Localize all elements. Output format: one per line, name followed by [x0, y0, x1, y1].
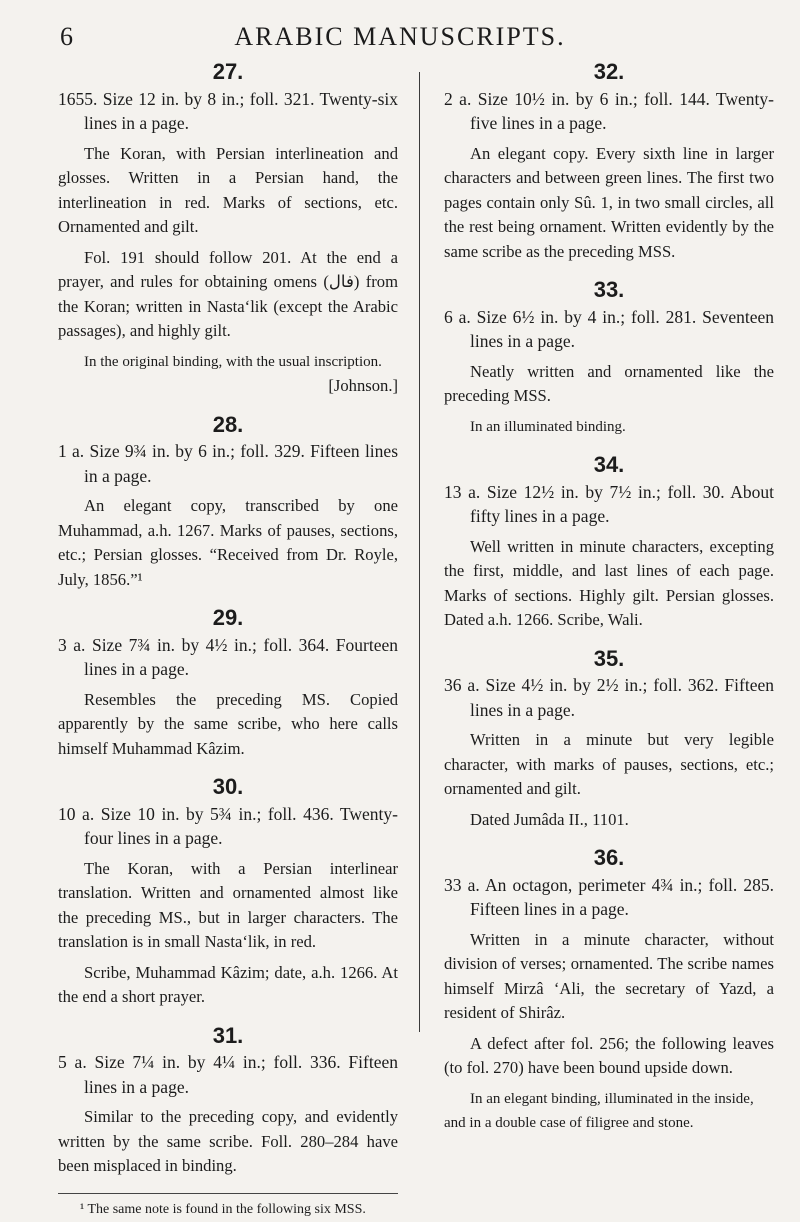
entry-number: 30. [58, 775, 398, 800]
page-header [0, 22, 800, 56]
binding-note: In an illuminated binding. [444, 415, 774, 440]
entry-29 [58, 606, 398, 761]
right-column [444, 60, 774, 1150]
entry-31 [58, 1024, 398, 1179]
entry-description: Written in a minute but very legible character, with marks of pauses, sections, etc.; ornamented and gilt. [444, 728, 774, 802]
entry-30 [58, 775, 398, 1010]
column-divider [419, 72, 420, 1032]
entry-number: 29. [58, 606, 398, 631]
entry-number: 36. [444, 846, 774, 871]
entry-heading: 5 a. Size 7¼ in. by 4¼ in.; foll. 336. Fifteen lines in a page. [58, 1050, 398, 1099]
footnote-rule [58, 1193, 398, 1194]
entry-heading: 10 a. Size 10 in. by 5¾ in.; foll. 436. Twenty-four lines in a page. [58, 802, 398, 851]
binding-note: In an elegant binding, illuminated in the inside, and in a double case of filigree and stone. [444, 1087, 774, 1136]
entry-36 [444, 846, 774, 1136]
entry-34 [444, 453, 774, 633]
entry-number: 27. [58, 60, 398, 85]
entry-description: Written in a minute character, without division of verses; ornamented. The scribe names himself Mirzâ ‘Ali, the secretary of Yazd, a resident of Shirâz. [444, 928, 774, 1026]
footnote: ¹ The same note is found in the following six MSS. [58, 1198, 398, 1222]
binding-note: In the original binding, with the usual inscription. [58, 350, 398, 375]
source-ref: [Johnson.] [58, 374, 398, 399]
entry-35 [444, 647, 774, 833]
entry-description: Similar to the preceding copy, and evidently written by the same scribe. Foll. 280–284 have been misplaced in binding. [58, 1105, 398, 1179]
entry-description: An elegant copy, transcribed by one Muhammad, a.h. 1267. Marks of pauses, sections, etc.; Persian glosses. “Received from Dr. Royle, July, 1856.”¹ [58, 494, 398, 592]
entry-number: 33. [444, 278, 774, 303]
entry-description: Resembles the preceding MS. Copied apparently by the same scribe, who here calls himself Muhammad Kâzim. [58, 688, 398, 762]
entry-heading: 36 a. Size 4½ in. by 2½ in.; foll. 362. Fifteen lines in a page. [444, 673, 774, 722]
entry-heading: 33 a. An octagon, perimeter 4¾ in.; foll. 285. Fifteen lines in a page. [444, 873, 774, 922]
entry-28 [58, 413, 398, 593]
left-column [58, 60, 398, 1222]
entry-description: The Koran, with Persian interlineation and glosses. Written in a Persian hand, the interlineation in red. Marks of sections, etc. Ornamented and gilt. [58, 142, 398, 240]
entry-number: 31. [58, 1024, 398, 1049]
entry-32 [444, 60, 774, 264]
entry-number: 35. [444, 647, 774, 672]
entry-description: Well written in minute characters, excepting the first, middle, and last lines of each page. Marks of sections. Highly gilt. Persian glosses. Dated a.h. 1266. Scribe, Wali. [444, 535, 774, 633]
entry-number: 32. [444, 60, 774, 85]
entry-number: 34. [444, 453, 774, 478]
entry-description: Scribe, Muhammad Kâzim; date, a.h. 1266. At the end a short prayer. [58, 961, 398, 1010]
entry-heading: 1 a. Size 9¾ in. by 6 in.; foll. 329. Fifteen lines in a page. [58, 439, 398, 488]
entry-heading: 6 a. Size 6½ in. by 4 in.; foll. 281. Seventeen lines in a page. [444, 305, 774, 354]
entry-heading: 2 a. Size 10½ in. by 6 in.; foll. 144. Twenty-five lines in a page. [444, 87, 774, 136]
entry-number: 28. [58, 413, 398, 438]
entry-33 [444, 278, 774, 439]
entry-description: The Koran, with a Persian interlinear translation. Written and ornamented almost like the preceding MS., but in larger characters. The translation is in small Nasta‘lik, in red. [58, 857, 398, 955]
running-head: ARABIC MANUSCRIPTS. [0, 22, 800, 52]
page-number: 6 [60, 22, 73, 52]
entry-description: A defect after fol. 256; the following leaves (to fol. 270) have been bound upside down. [444, 1032, 774, 1081]
entry-description: Fol. 191 should follow 201. At the end a prayer, and rules for obtaining omens (فال) from the Koran; written in Nasta‘lik (except the Arabic passages), and highly gilt. [58, 246, 398, 344]
entry-heading: 3 a. Size 7¾ in. by 4½ in.; foll. 364. Fourteen lines in a page. [58, 633, 398, 682]
entry-heading: 1655. Size 12 in. by 8 in.; foll. 321. Twenty-six lines in a page. [58, 87, 398, 136]
entry-description: Neatly written and ornamented like the preceding MSS. [444, 360, 774, 409]
entry-description: Dated Jumâda II., 1101. [444, 808, 774, 833]
entry-heading: 13 a. Size 12½ in. by 7½ in.; foll. 30. About fifty lines in a page. [444, 480, 774, 529]
entry-description: An elegant copy. Every sixth line in larger characters and between green lines. The first two pages contain only Sû. 1, in two small circles, all the rest being ornament. Written evidently by the same scribe as the preceding MSS. [444, 142, 774, 265]
entry-27 [58, 60, 398, 399]
